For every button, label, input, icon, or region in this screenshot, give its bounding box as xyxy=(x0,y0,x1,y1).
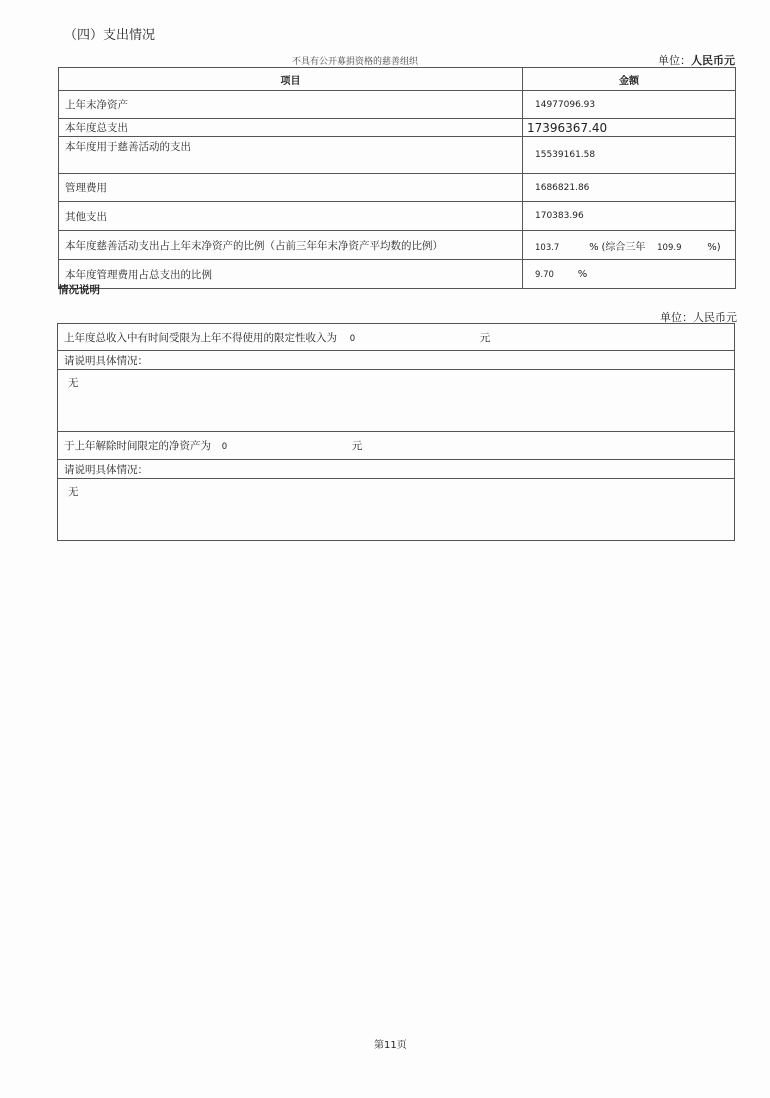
row-value: 17396367.40 xyxy=(523,119,736,137)
table-row xyxy=(59,202,736,231)
ratio-value-cell xyxy=(523,231,736,260)
row-value: 170383.96 xyxy=(523,202,736,231)
released-explain-label: 请说明具体情况： xyxy=(58,460,735,479)
unit-label-2: 单位：人民币元 xyxy=(660,311,737,324)
expenditure-table xyxy=(58,67,736,289)
ratio-value: 103.7 xyxy=(535,242,560,253)
notes-title: 情况说明 xyxy=(58,284,100,296)
notes-table xyxy=(57,323,735,541)
ratio-row xyxy=(59,231,736,260)
row-value: 14977096.93 xyxy=(523,91,736,119)
restricted-income-cell xyxy=(58,324,735,351)
ratio-label: 本年度慈善活动支出占上年末净资产的比例（占前三年年末净资产平均数的比例） xyxy=(59,231,523,260)
row-label: 上年末净资产 xyxy=(59,91,523,119)
released-assets-value: 0 xyxy=(221,442,228,452)
header-item: 项目 xyxy=(59,68,523,91)
table-header-row xyxy=(59,68,736,91)
row-label: 其他支出 xyxy=(59,202,523,231)
composite-prefix: (综合三年 xyxy=(601,241,646,253)
restricted-income-label: 上年度总收入中有时间受限为上年不得使用的限定性收入为 xyxy=(64,331,337,344)
header-amount: 金额 xyxy=(523,68,736,91)
table-row xyxy=(59,91,736,119)
released-explain-box xyxy=(58,479,735,541)
released-assets-label: 于上年解除时间限定的净资产为 xyxy=(64,440,211,452)
row-label: 管理费用 xyxy=(59,174,523,202)
restricted-explain-value: 无 xyxy=(58,370,735,432)
restricted-explain-row xyxy=(58,351,735,370)
released-assets-cell xyxy=(58,432,735,460)
restricted-explain-label: 请说明具体情况： xyxy=(58,351,735,370)
restricted-income-row xyxy=(58,324,735,351)
page-number: 第11页 xyxy=(374,1040,407,1051)
row-value: 1686821.86 xyxy=(523,174,736,202)
released-assets-row xyxy=(58,432,735,460)
mgmt-ratio-value: 9.70 xyxy=(535,269,554,280)
row-label: 本年度用于慈善活动的支出 xyxy=(59,137,523,174)
restricted-income-unit: 元 xyxy=(479,331,491,344)
mgmt-ratio-row xyxy=(59,260,736,289)
unit-prefix: 单位： xyxy=(658,54,691,67)
section-title: （四）支出情况 xyxy=(64,28,156,43)
composite-value: 109.9 xyxy=(657,242,682,253)
restricted-income-value: 0 xyxy=(349,333,356,344)
org-type-label: 不具有公开募捐资格的慈善组织 xyxy=(292,57,419,67)
mgmt-ratio-label: 本年度管理费用占总支出的比例 xyxy=(59,260,523,289)
table-row xyxy=(59,119,736,137)
restricted-explain-box xyxy=(58,370,735,432)
released-explain-row xyxy=(58,460,735,479)
table-row xyxy=(59,137,736,174)
mgmt-ratio-value-cell xyxy=(523,260,736,289)
unit-label xyxy=(658,52,735,68)
released-explain-value: 无 xyxy=(58,479,735,541)
table-row xyxy=(59,174,736,202)
composite-suffix: %) xyxy=(707,241,721,253)
released-assets-unit: 元 xyxy=(351,440,363,452)
ratio-percent: % xyxy=(589,241,599,253)
unit-value: 人民币元 xyxy=(691,54,735,67)
row-label: 本年度总支出 xyxy=(59,119,523,137)
mgmt-ratio-percent: % xyxy=(577,268,588,280)
row-value: 15539161.58 xyxy=(523,137,736,174)
